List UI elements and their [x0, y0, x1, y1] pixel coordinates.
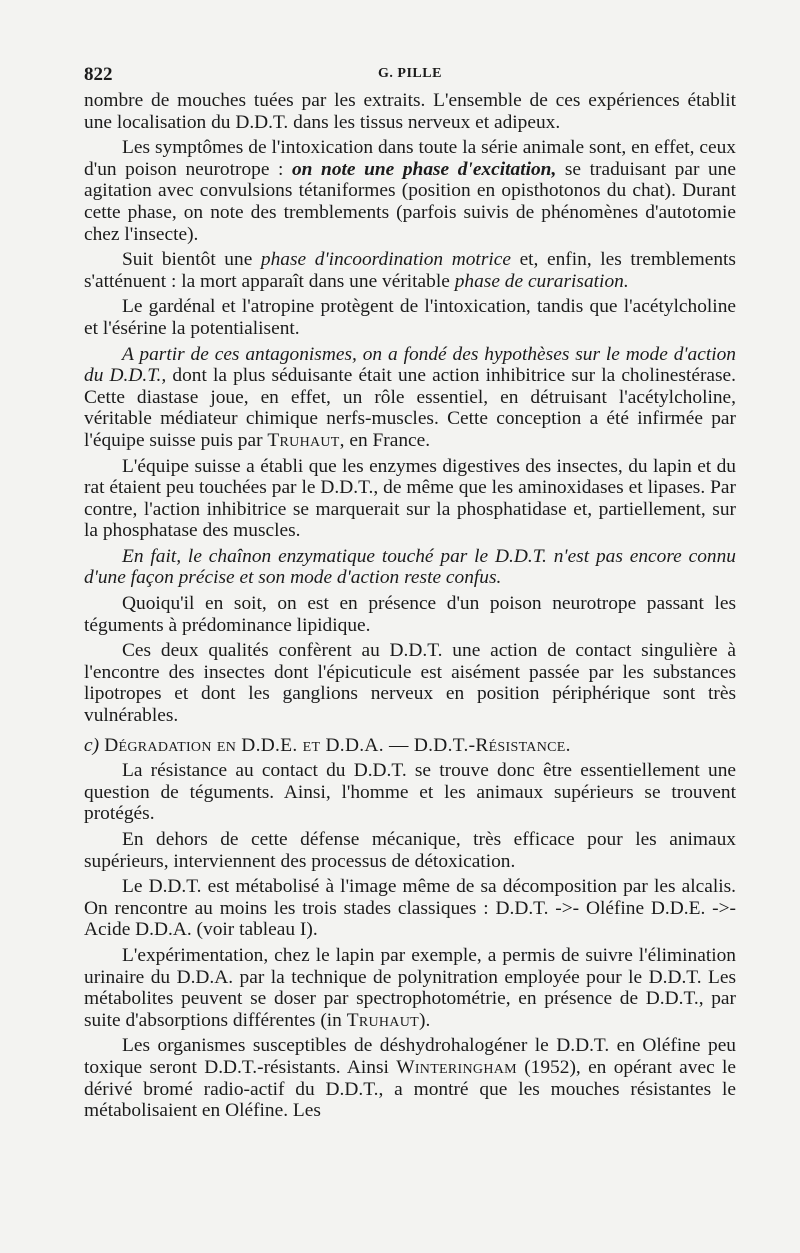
- text-run: se traduisant par une agitation avec convulsions tétaniformes (position en opisthotonos du chat). Durant cette phase, on note des tremblements (parfois suivis de phénomènes d'autotomie chez l'insecte).: [84, 158, 736, 245]
- paragraph-qualities: Ces deux qualités confèrent au D.D.T. une action de contact singulière à l'encontre des insectes dont l'épicuticule est aisément passée par les substances lipotropes et dont les ganglions nerveux en position périphérique sont très vulnérables.: [84, 640, 736, 727]
- text-run: Suit bientôt une: [122, 249, 261, 271]
- text-run: , en France.: [339, 429, 431, 451]
- running-head: [84, 54, 736, 90]
- paragraph-gardenal: Le gardénal et l'atropine protègent de l'intoxication, tandis que l'acétylcholine et l'ésérine la potentialisent.: [84, 296, 736, 339]
- text-run: et, enfin, les tremblements s'atténuent : la mort apparaît dans une véritable: [84, 249, 736, 292]
- emphasis-curarisation: phase de curarisation.: [454, 270, 629, 292]
- paragraph-detoxication: En dehors de cette défense mécanique, très efficace pour les animaux supérieurs, interviennent des processus de détoxication.: [84, 829, 736, 872]
- body-text: [84, 90, 736, 1122]
- paragraph-incoordination: [84, 249, 736, 292]
- emphasis-incoordination: phase d'incoordination motrice: [260, 249, 511, 271]
- paragraph-swiss-team: L'équipe suisse a établi que les enzymes digestives des insectes, du lapin et du rat étaient peu touchées par le D.D.T., de même que les aminoxidases et lipases. Par contre, l'action inhibitrice se marquerait sur la phosphatidase et, partiellement, sur la phosphatase des muscles.: [84, 455, 736, 542]
- paragraph-resistance: La résistance au contact du D.D.T. se trouve donc être essentiellement une question de téguments. Ainsi, l'homme et les animaux supérieurs se trouvent protégés.: [84, 760, 736, 825]
- section-letter: c): [84, 734, 100, 756]
- paragraph-experimentation: [84, 945, 736, 1031]
- text-run: dont la plus séduisante était une action inhibitrice sur la cholinestérase. Cette diastase joue, en effet, un rôle essentiel, en détruisant l'acétylcholine, véritable médiateur chimique nerfs-muscles. Cette conception a été infirmée par l'équipe suisse puis par: [84, 365, 737, 451]
- running-head-author: G. PILLE: [378, 66, 442, 81]
- paragraph-enzyme-unknown: En fait, le chaînon enzymatique touché par le D.D.T. n'est pas encore connu d'une façon précise et son mode d'action reste confus.: [84, 545, 736, 589]
- text-run: Les organismes susceptibles de déshydrohalogéner le D.D.T. en Oléfine peu toxique seront D.D.T.-résistants. Ainsi: [84, 1035, 736, 1078]
- text-run: ).: [418, 1009, 431, 1031]
- paragraph-symptoms: [84, 137, 736, 245]
- text-run: (1952), en opérant avec le dérivé bromé radio-actif du D.D.T., a montré que les mouches résistantes le métabolisaient en Oléfine. Les: [84, 1056, 736, 1122]
- paragraph-hypotheses: [84, 344, 736, 452]
- section-heading: [84, 735, 736, 757]
- emphasis-excitation: on note une phase d'excitation,: [291, 158, 557, 180]
- author-name-truhaut: Truhaut: [267, 429, 340, 451]
- paragraph-organisms: [84, 1035, 736, 1121]
- page-number: 822: [84, 64, 113, 85]
- emphasis-hypotheses: A partir de ces antagonismes, on a fondé des hypothèses sur le mode d'action du D.D.T.,: [84, 343, 736, 387]
- paragraph-continuation: nombre de mouches tuées par les extraits. L'ensemble de ces expériences établit une localisation du D.D.T. dans les tissus nerveux et adipeux.: [84, 90, 736, 133]
- text-run: Les symptômes de l'intoxication dans toute la série animale sont, en effet, ceux d'un poison neurotrope :: [84, 137, 736, 180]
- section-title: Dégradation en D.D.E. et D.D.A. — D.D.T.-Résistance.: [99, 734, 571, 756]
- paragraph-metabolism: Le D.D.T. est métabolisé à l'image même de sa décomposition par les alcalis. On rencontre au moins les trois stades classiques : D.D.T. ->- Oléfine D.D.E. ->- Acide D.D.A. (voir tableau I).: [84, 876, 736, 941]
- text-run: L'expérimentation, chez le lapin par exemple, a permis de suivre l'élimination urinaire du D.D.A. par la technique de polynitration employée pour le D.D.T. Les métabolites peuvent se doser par spectrophotométrie, en présence de D.D.T., par suite d'absorptions différentes (in: [84, 944, 736, 1031]
- author-name-truhaut: Truhaut: [346, 1009, 419, 1031]
- paragraph-neurotrope: Quoiqu'il en soit, on est en présence d'un poison neurotrope passant les téguments à prédominance lipidique.: [84, 593, 736, 636]
- author-name-winteringham: Winteringham: [396, 1056, 517, 1078]
